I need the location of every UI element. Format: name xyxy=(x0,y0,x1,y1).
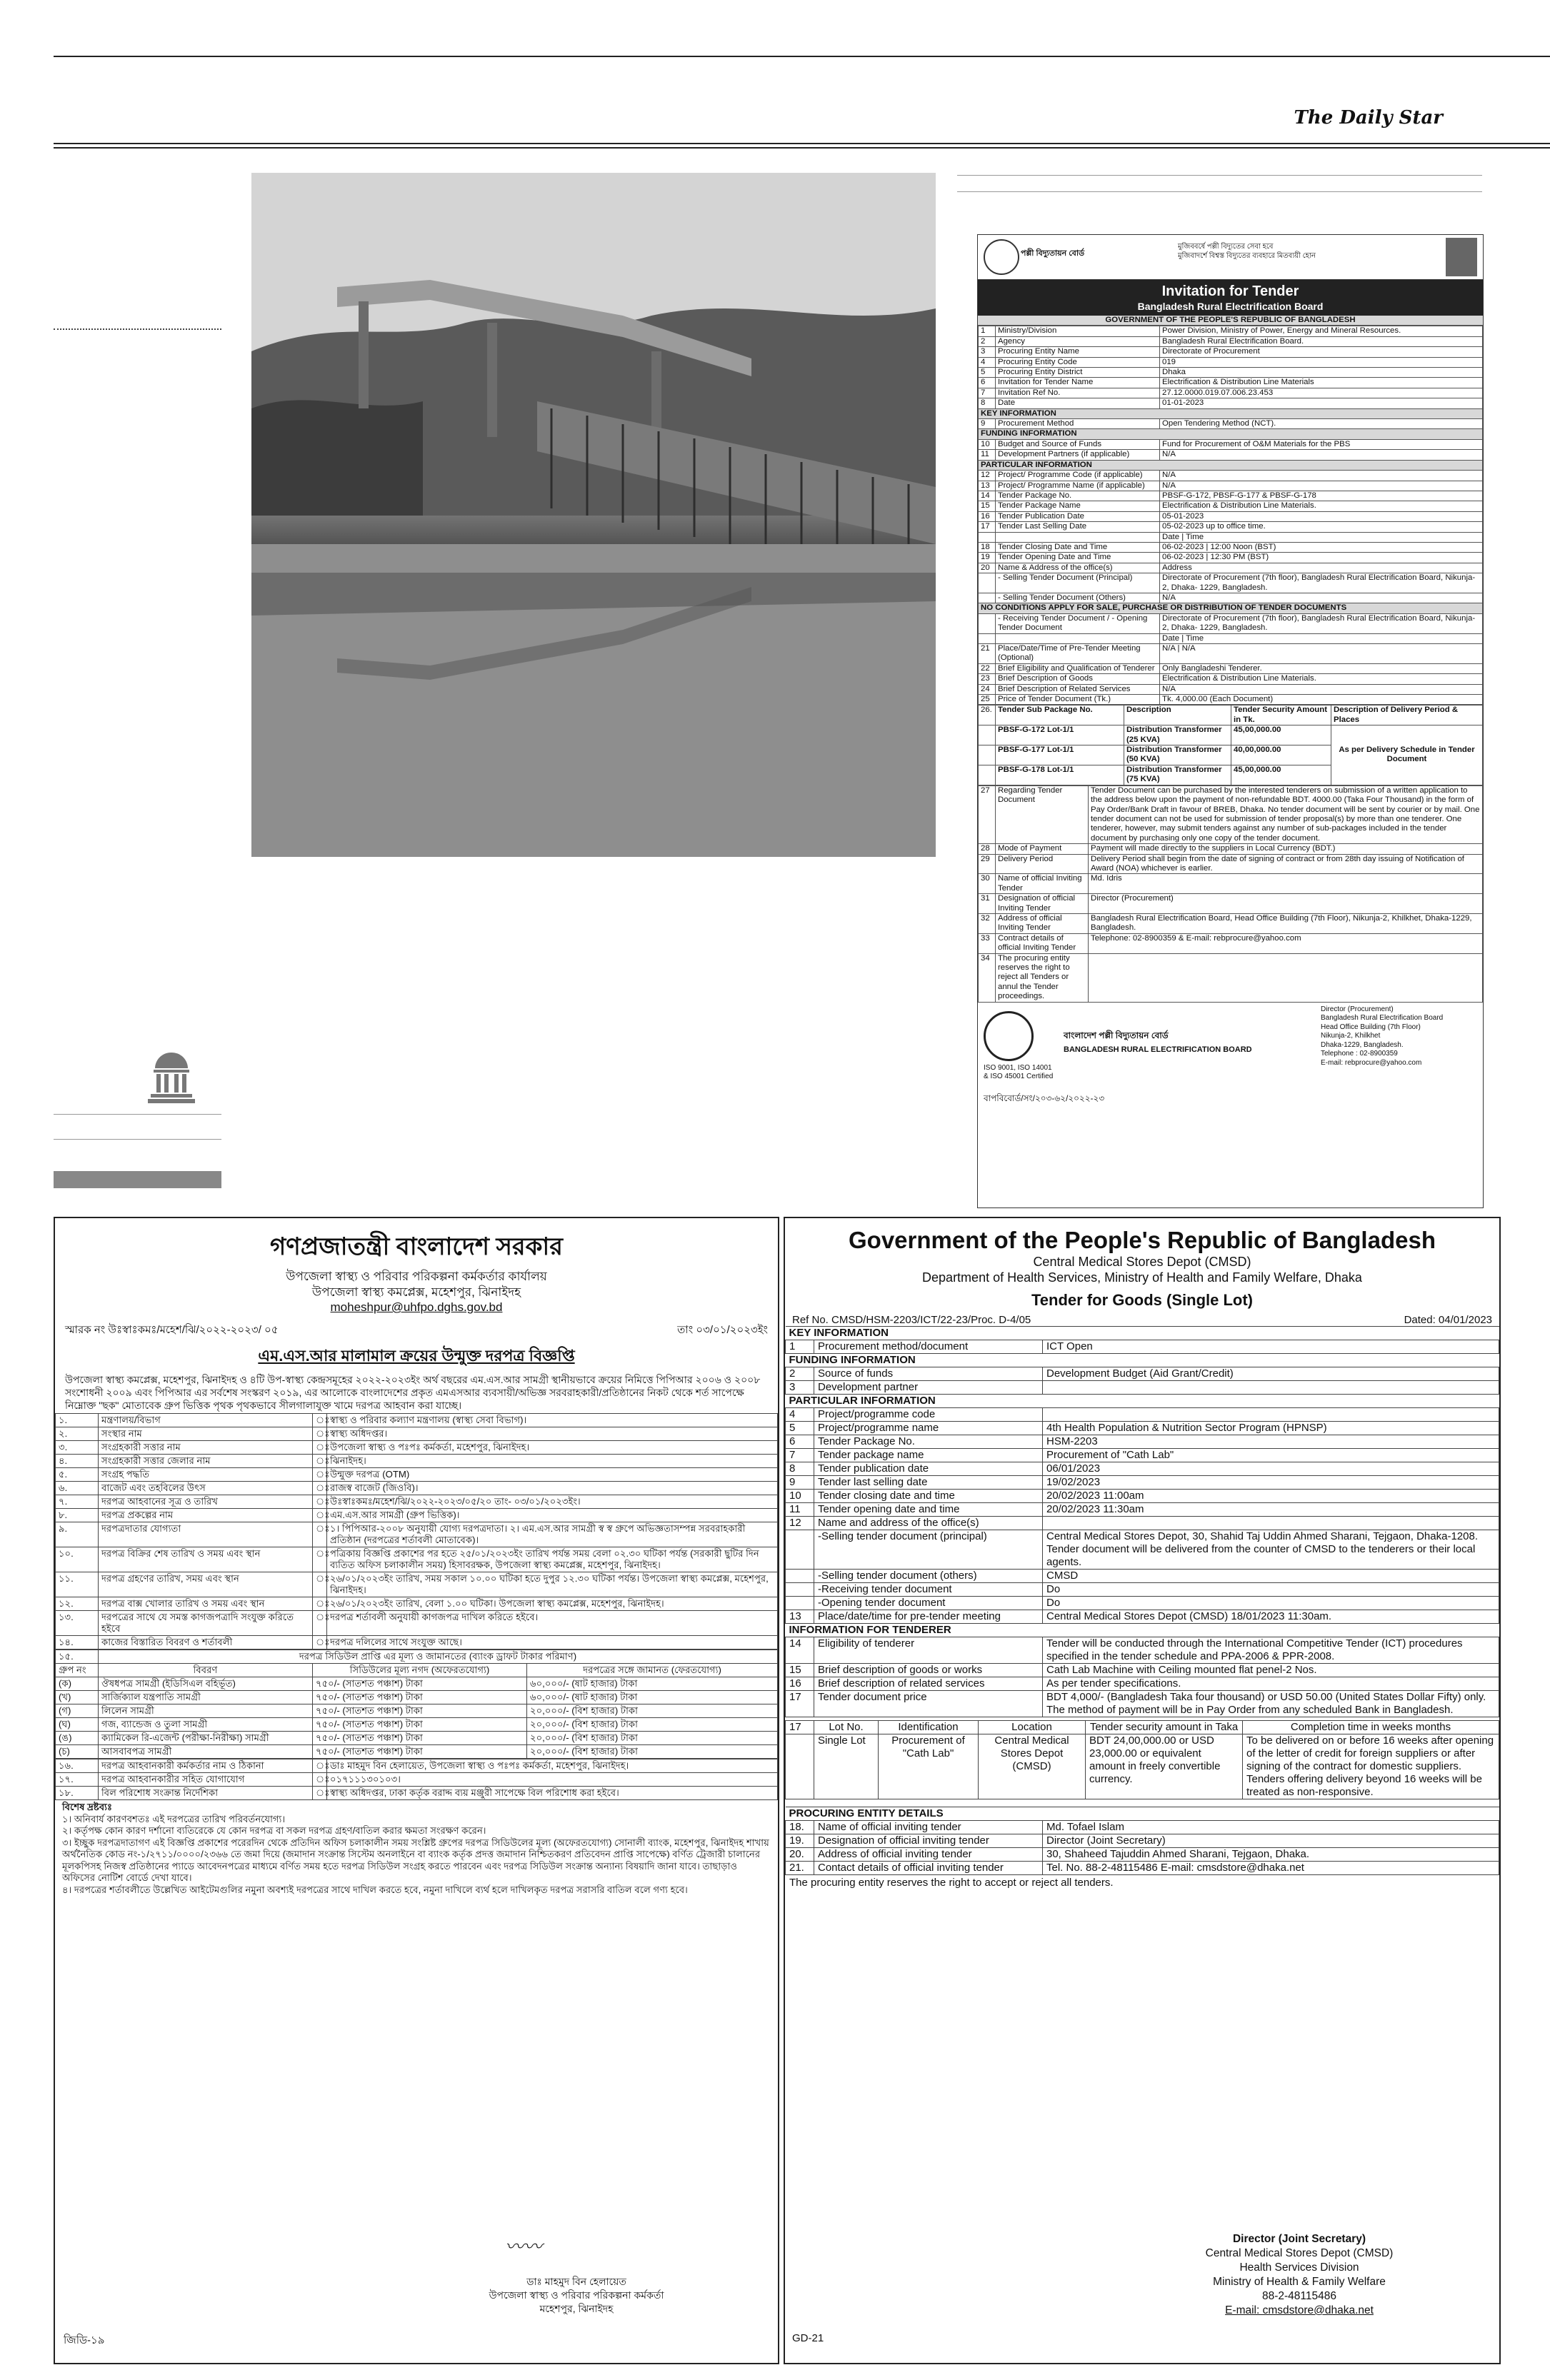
table-row: 9 Tender last selling date 19/02/2023 xyxy=(786,1476,1499,1490)
section-row: PARTICULAR INFORMATION xyxy=(979,460,1483,470)
table-row: 16 Tender Publication Date 05-01-2023 xyxy=(979,511,1483,521)
table-row: 14 Tender Package No. PBSF-G-172, PBSF-G-177 & PBSF-G-178 xyxy=(979,491,1483,501)
breb-signature-block: Director (Procurement) Bangladesh Rural Electrification Board Head Office Building (7th Floor) Nikunja-2, Khilkhet Dhaka-1229, Bangladesh. Telephone : 02-8900359 E-mail: rebprocure@yahoo.com xyxy=(1321,1005,1444,1067)
table-row: 4 Procuring Entity Code 019 xyxy=(979,357,1483,367)
breb-slogan: মুজিববর্ষে পল্লী বিদ্যুতের সেবা হবে মুজিবাদর্শে বিশ্বস্ত বিদ্যুতের ব্যবহারে মিতব্যয়ী হোন xyxy=(1178,243,1316,260)
bn-heading: এম.এস.আর মালামাল ক্রয়ের উন্মুক্ত দরপত্র বিজ্ঞপ্তি xyxy=(258,1347,575,1365)
bn-code: জিডি-১৯ xyxy=(64,2334,105,2346)
table-row: 7 Tender package name Procurement of "Cath Lab" xyxy=(786,1449,1499,1462)
table-row: -Opening tender document Do xyxy=(786,1597,1499,1610)
table-row: - Selling Tender Document (Principal) Directorate of Procurement (7th floor), Bangladesh Rural Electrification Board, Nikunja-2, Dhaka- 1229, Bangladesh. xyxy=(979,573,1483,593)
en-reserve-note: The procuring entity reserves the right to accept or reject all tenders. xyxy=(789,1877,1114,1889)
table-row: -Selling tender document (others) CMSD xyxy=(786,1570,1499,1583)
table-row: Date | Time xyxy=(979,532,1483,542)
en-pe-table: PROCURING ENTITY DETAILS 18. Name of official inviting tender Md. Tofael Islam 19. Designation of official inviting tender Director (Joint Secretary) 20. Address of official inviting tender 30, Shaheed Tajuddin Ahmed Sharani, Tejgaon, Dhaka. 21. Contact details of official inviting tender Tel. No. 88-2-48115486 E-mail: cmsdstore@dhaka.net xyxy=(785,1807,1499,1875)
table-row: 14 Eligibility of tenderer Tender will be conducted through the International Competitive Tender (ICT) procedures specified in the tender schedule and PPA-2006 & PPR-2008. xyxy=(786,1637,1499,1664)
breb-header-band xyxy=(978,235,1483,280)
table-row: Date | Time xyxy=(979,633,1483,643)
header-rule xyxy=(54,143,1550,144)
breb-gov-line: GOVERNMENT OF THE PEOPLE'S REPUBLIC OF BANGLADESH xyxy=(978,316,1483,326)
table-row: 23 Brief Description of Goods Electrification & Distribution Line Materials. xyxy=(979,674,1483,684)
table-row: 18. Name of official inviting tender Md. Tofael Islam xyxy=(786,1821,1499,1834)
table-row: ১৭. দরপত্র আহবানকারীর সহিত যোগাযোগ ঃ ০১৭১১১৩০১০৩। xyxy=(56,1773,778,1787)
bn-intro: উপজেলা স্বাস্থ্য কমপ্লেক্স, মহেশপুর, ঝিনাইদহ ও ৪টি উপ-স্বাস্থ্য কেন্দ্রসমূহের ২০২২-২০২৩ইং অর্থ বছরের এম.এস.আর সামগ্রী স্থানীয়ভাবে ক্রয়ের নিমিত্তে পিপিআর ২০০৬ ও ২০০৮ সংশোধনী ২০০৯ এবং পিপিআর এর সর্বশেষ সংস্করণ ২০১৯, এর আলোকে বাংলাদেশের প্রকৃত এমএসআর ব্যবসায়ী/অভিজ্ঞ সরবরাহকারী/প্রতিষ্ঠানের নিকট থেকে শর্ত সাপেক্ষে নিম্নোক্ত "ছক" মোতাবেক গ্রুপ ভিত্তিক পৃথক পৃথকভাবে সীলগালাযুক্ত খামে দরপত্র আহবান করা যাচ্ছে। xyxy=(65,1374,761,1411)
table-row: PBSF-G-177 Lot-1/1 Distribution Transformer (50 KVA) 40,00,000.00 xyxy=(979,745,1483,765)
divider xyxy=(54,1139,221,1140)
table-row: ১. মন্ত্রণালয়/বিভাগ ঃ স্বাস্থ্য ও পরিবার কল্যাণ মন্ত্রণালয় (স্বাস্থ্য সেবা বিভাগ)। xyxy=(56,1414,778,1427)
table-row: ৭. দরপত্র আহবানের সূত্র ও তারিখ ঃ উঃস্বাঃকমঃ/মহেশ/ঝি/২০২২-২০২৩/০৫/২০ তাং- ০৩/০১/২০২৩ইং। xyxy=(56,1495,778,1509)
signature-icon: 〰〰 xyxy=(505,2236,543,2257)
table-row: ১৩. দরপত্রের সাথে যে সমস্ত কাগজপত্রাদি সংযুক্ত করিতে হইবে ঃ দরপত্র শর্তাবলী অনুযায়ী কাগজপত্র দাখিল করিতে হইবে। xyxy=(56,1611,778,1636)
table-row: 17 Tender document price BDT 4,000/- (Bangladesh Taka four thousand) or USD 50.00 (United States Dollar Fifty) only. The method of payment will be in Pay Order from any scheduled Bank in Bangladesh. xyxy=(786,1691,1499,1717)
bn-info-table-2 xyxy=(55,1759,778,1800)
table-row: -Receiving tender document Do xyxy=(786,1583,1499,1597)
section-row: FUNDING INFORMATION xyxy=(786,1354,1499,1367)
masthead: The Daily Star xyxy=(1294,107,1443,129)
table-row: 6 Tender Package No. HSM-2203 xyxy=(786,1435,1499,1449)
table-row: 9 Procurement Method Open Tendering Method (NCT). xyxy=(979,419,1483,429)
table-row: ১৮. বিল পরিশোধ সংক্রান্ত নির্দেশিকা ঃ স্বাস্থ্য অধিদপ্তর, ঢাকা কর্তৃক বরাদ্দ ব্যয় মঞ্জুরী সাপেক্ষে বিল পরিশোধ করা হইবে। xyxy=(56,1787,778,1800)
header-rule-2 xyxy=(54,147,1550,149)
portrait-image xyxy=(1446,238,1477,276)
table-row: 5 Project/programme name 4th Health Population & Nutrition Sector Program (HPNSP) xyxy=(786,1422,1499,1435)
table-row: 32 Address of official Inviting Tender Bangladesh Rural Electrification Board, Head Office Building (7th Floor), Nikunja-2, Khilkhet, Dhaka-1229, Bangladesh. xyxy=(979,913,1483,933)
table-row: ১৬. দরপত্র আহবানকারী কর্মকর্তার নাম ও ঠিকানা ঃ ডাঃ মাহমুদ বিন হেলায়েত, উপজেলা স্বাস্থ্য ও পঃপঃ কর্মকর্তা, মহেশপুর, ঝিনাইদহ। xyxy=(56,1759,778,1773)
table-row: 1 Procurement method/document ICT Open xyxy=(786,1340,1499,1354)
divider xyxy=(54,1114,221,1115)
table-row: 20 Name & Address of the office(s) Address xyxy=(979,563,1483,573)
table-row: 19. Designation of official inviting tender Director (Joint Secretary) xyxy=(786,1834,1499,1848)
en-sub1: Central Medical Stores Depot (CMSD) xyxy=(1033,1255,1251,1269)
table-row: ৩. সংগ্রহকারী সত্তার নাম ঃ উপজেলা স্বাস্থ্য ও পঃপঃ কর্মকর্তা, মহেশপুর, ঝিনাইদহ। xyxy=(56,1441,778,1455)
bn-notes: বিশেষ দ্রষ্টব্যঃ ১। অনিবার্য কারণবশতঃ এই দরপত্রের তারিখ পরিবর্তনযোগ্য। ২। কর্তৃপক্ষ কোন কারণ দর্শানো ব্যতিরেকে যে কোন দরপত্র বা সকল দরপত্র গ্রহণ/বাতিল করার ক্ষমতা সংরক্ষণ করেন। ৩। ইচ্ছুক দরপত্রদাতাগণ এই বিজ্ঞপ্তি প্রকাশের পরেরদিন থেকে প্রতিদিন অফিস চলাকালীন সময় সংশ্লিষ্ট গ্রুপের দরপত্র সিডিউলের মূল্য (অফেরতযোগ্য) সোনালী ব্যাংক, মহেশপুর, ঝিনাইদহ শাখায় অর্থনৈতিক কোড নং-১/২৭১১/০০০০/২৩৬৬ তে জমা দিয়ে (জমাদান সংক্রান্ত সিস্টেম অনলাইনে বা ব্যাংক কর্তৃক প্রদত্ত জমাদান নিশ্চিতকরণ প্রতিবেদন প্রাপ্তি সাপেক্ষে) বর্ণিত ট্রেজারী চালানের মূলকপিসহ নিজস্ব প্রতিষ্ঠানের প্যাডে আবেদনপত্রের মাধ্যমে বর্ণিত সময় হতে দরপত্র সিডিউল সংগ্রহ করতে পারবেন এবং দরপত্র সিডিউল সংক্রান্ত অন্যান্য বিষয়াদি জানা যাবে। তাছাড়াও অফিসের নোটিশ বোর্ডে দেখা যাবে। ৪। দরপত্রের শর্তাবলীতে উল্লেখিত আইটেমগুলির নমুনা অবশ্যই দরপত্রের সাথে দাখিল করতে হবে, নমুনা দাখিলে ব্যর্থ হলে দাখিলকৃত দরপত্র সরাসরি বাতিল বলে গণ্য হবে। xyxy=(62,1802,769,1895)
breb-seal-icon xyxy=(984,1011,1034,1061)
table-row: (খ) সার্জিক্যাল যন্ত্রপাতি সামগ্রী ৭৫০/- (সাতশত পঞ্চাশ) টাকা ৬০,০০০/- (ষাট হাজার) টাকা xyxy=(56,1691,778,1704)
breb-footer-org-bn: বাংলাদেশ পল্লী বিদ্যুতায়ন বোর্ড xyxy=(1064,1030,1169,1040)
bn-sub2: উপজেলা স্বাস্থ্য কমপ্লেক্স, মহেশপুর, ঝিনাইদহ xyxy=(311,1285,521,1299)
bn-signature-block: ডাঃ মাহমুদ বিন হেলায়েত উপজেলা স্বাস্থ্য ও পরিবার পরিকল্পনা কর্মকর্তা মহেশপুর, ঝিনাইদহ xyxy=(489,2276,664,2314)
table-row: 30 Name of official Inviting Tender Md. Idris xyxy=(979,874,1483,894)
table-row: 12 Name and address of the office(s) xyxy=(786,1517,1499,1530)
table-row: 4 Project/programme code xyxy=(786,1408,1499,1422)
breb-subtitle: Bangladesh Rural Electrification Board xyxy=(1137,301,1324,312)
table-row: ৯. দরপত্রদাতার যোগ্যতা ঃ ১। পিপিআর-২০০৮ অনুযায়ী যোগ্য দরপত্রদাতা। ২। এম.এস.আর সামগ্রী স্ব স্ব গ্রুপে অভিজ্ঞতাসম্পন্ন সরবরাহকারী প্রতিষ্ঠান (দরপত্রের শর্তাবলী মোতাবেক)। xyxy=(56,1522,778,1547)
section-row: KEY INFORMATION xyxy=(786,1327,1499,1340)
table-row: (ক) ঔষধপত্র সামগ্রী (ইডিসিএল বহির্ভূত) ৭৫০/- (সাতশত পঞ্চাশ) টাকা ৬০,০০০/- (ষাট হাজার) টাকা xyxy=(56,1677,778,1691)
table-row: 31 Designation of official Inviting Tender Director (Procurement) xyxy=(979,894,1483,914)
en-signature-block: Director (Joint Secretary) Central Medical Stores Depot (CMSD) Health Services Division Ministry of Health & Family Welfare 88-2-48115486 E-mail: cmsdstore@dhaka.net xyxy=(1205,2233,1394,2316)
breb-title: Invitation for Tender xyxy=(1161,283,1299,299)
bn-info-table xyxy=(55,1413,778,1650)
table-row: - Selling Tender Document (Others) N/A xyxy=(979,593,1483,603)
gray-bar xyxy=(54,1171,221,1188)
breb-logo-icon xyxy=(984,239,1019,275)
breb-footer-org-en: BANGLADESH RURAL ELECTRIFICATION BOARD xyxy=(1064,1045,1252,1054)
table-row: 15 Tender Package Name Electrification & Distribution Line Materials. xyxy=(979,501,1483,511)
table-row: 13 Place/date/time for pre-tender meeting Central Medical Stores Depot (CMSD) 18/01/2023 11:30am. xyxy=(786,1610,1499,1624)
table-row: 17 Tender Last Selling Date 05-02-2023 up to office time. xyxy=(979,522,1483,532)
table-row: ১৪. কাজের বিস্তারিত বিবরণ ও শর্তাবলী ঃ দরপত্র দলিলের সাথে সংযুক্ত আছে। xyxy=(56,1636,778,1650)
section-row: INFORMATION FOR TENDERER xyxy=(786,1624,1499,1637)
table-row: (ঙ) ক্যামিকেল রি-এজেন্ট (পরীক্ষা-নিরীক্ষা) সামগ্রী ৭৫০/- (সাতশত পঞ্চাশ) টাকা ২০,০০০/- (বিশ হাজার) টাকা xyxy=(56,1732,778,1745)
table-row: 24 Brief Description of Related Services N/A xyxy=(979,684,1483,694)
bn-sub1: উপজেলা স্বাস্থ্য ও পরিবার পরিকল্পনা কর্মকর্তার কার্যালয় xyxy=(286,1270,547,1283)
table-row: 21 Place/Date/Time of Pre-Tender Meeting (Optional) N/A | N/A xyxy=(979,644,1483,664)
table-row: (ঘ) গজ, ব্যান্ডেজ ও তুলা সামগ্রী ৭৫০/- (সাতশত পঞ্চাশ) টাকা ২০,০০০/- (বিশ হাজার) টাকা xyxy=(56,1718,778,1732)
section-row: NO CONDITIONS APPLY FOR SALE, PURCHASE OR DISTRIBUTION OF TENDER DOCUMENTS xyxy=(979,603,1483,613)
table-row: 34 The procuring entity reserves the right to reject all Tenders or annul the Tender proceedings. xyxy=(979,953,1483,1002)
table-row: ২. সংস্থার নাম ঃ স্বাস্থ্য অধিদপ্তর। xyxy=(56,1427,778,1441)
table-row: ১২. দরপত্র বাক্স খোলার তারিখ ও সময় এবং স্থান ঃ ২৬/০১/২০২৩ইং তারিখ, বেলা ১.০০ ঘটিকা। উপজেলা স্বাস্থ্য কমপ্লেক্স, মহেশপুর, ঝিনাইদহ। xyxy=(56,1597,778,1611)
table-row: ১১. দরপত্র গ্রহণের তারিখ, সময় এবং স্থান ঃ ২৬/০১/২০২৩ইং তারিখ, সময় সকাল ১০.০০ ঘটিকা হতে দুপুর ১২.৩০ ঘটিকা পর্যন্ত। উপজেলা স্বাস্থ্য কমপ্লেক্স, মহেশপুর, ঝিনাইদহ। xyxy=(56,1572,778,1597)
table-row: 21. Contact details of official inviting tender Tel. No. 88-2-48115486 E-mail: cmsdstore@dhaka.net xyxy=(786,1862,1499,1875)
table-row: 13 Project/ Programme Name (if applicable) N/A xyxy=(979,481,1483,491)
table-row: ৬. বাজেট এবং তহবিলের উৎস ঃ রাজস্ব বাজেট (জিওবি)। xyxy=(56,1482,778,1495)
table-row: 3 Development partner xyxy=(786,1381,1499,1395)
table-row: 5 Procuring Entity District Dhaka xyxy=(979,368,1483,378)
table-row: 33 Contract details of official Inviting Tender Telephone: 02-8900359 & E-mail: rebprocure@yahoo.com xyxy=(979,933,1483,953)
table-row: 11 Development Partners (if applicable) N/A xyxy=(979,450,1483,460)
bangla-tender-notice xyxy=(54,1217,779,2364)
en-code: GD-21 xyxy=(792,2332,824,2344)
table-row: 11 Tender opening date and time 20/02/2023 11:30am xyxy=(786,1503,1499,1517)
table-row: 2 Agency Bangladesh Rural Electrification Board. xyxy=(979,336,1483,346)
breb-footer-code: বাপবিবোর্ড/সং/২০৩-৬২/২০২২-২৩ xyxy=(984,1093,1105,1103)
table-row: ১০. দরপত্র বিক্রির শেষ তারিখ ও সময় এবং স্থান ঃ পত্রিকায় বিজ্ঞপ্তি প্রকাশের পর হতে ২৫/০১/২০২৩ইং তারিখ পর্যন্ত সময় বেলা ০২.৩০ ঘটিকা পর্যন্ত (সরকারী ছুটির দিন ব্যতিত অফিস চলাকালীন সময়) হিসাবরক্ষক, উপজেলা স্বাস্থ্য কমপ্লেক্স, মহেশপুর, ঝিনাইদহ। xyxy=(56,1547,778,1572)
divider xyxy=(957,191,1482,192)
table-row: ৮. দরপত্র প্রকল্পের নাম ঃ এম.এস.আর সামগ্রী (গ্রুপ ভিত্তিক)। xyxy=(56,1509,778,1522)
table-row: 19 Tender Opening Date and Time 06-02-2023 | 12:30 PM (BST) xyxy=(979,553,1483,563)
table-row: 27 Regarding Tender Document Tender Document can be purchased by the interested tenderers on submission of a written application to the address below upon the payment of non-refundable BDT. 4000.00 (Taka Four Thousand) in the form of Pay Order/Bank Draft in favour of BREB, Dhaka. No tender document will be sent by courier or by mail. One tender document can not be used for submission of tender proposal(s) by more than one tenderer. One tenderer, however, may submit tenders against any number of sub-packages included in the tender document by purchasing only one copy of the tender document. xyxy=(979,785,1483,843)
table-row: -Selling tender document (principal) Central Medical Stores Depot, 30, Shahid Taj Uddin Ahmed Sharani, Tejgaon, Dhaka-1208. Tender document will be delivered from the counter of CMSD to the tenderers or their local agents. xyxy=(786,1530,1499,1570)
breb-info-table xyxy=(978,326,1483,705)
table-row: 7 Invitation Ref No. 27.12.0000.019.07.006.23.453 xyxy=(979,388,1483,398)
table-row: (চ) আসবাবপত্র সামগ্রী ৭৫০/- (সাতশত পঞ্চাশ) টাকা ২০,০০০/- (বিশ হাজার) টাকা xyxy=(56,1745,778,1759)
table-row: 29 Delivery Period Delivery Period shall begin from the date of signing of contract or from 28th day issuing of Notification of Award (NOA) whichever is earlier. xyxy=(979,854,1483,874)
breb-title-band xyxy=(978,280,1483,316)
table-row: (গ) লিলেন সামগ্রী ৭৫০/- (সাতশত পঞ্চাশ) টাকা ২০,০০০/- (বিশ হাজার) টাকা xyxy=(56,1704,778,1718)
bn-ref-line: স্মারক নং উঃস্বাঃকমঃ/মহেশ/ঝি/২০২২-২০২৩/ ০৫ তাং ০৩/০১/২০২৩ইং xyxy=(65,1324,768,1336)
breb-logo-text: পল্লী বিদ্যুতায়ন বোর্ড xyxy=(1021,249,1085,258)
en-title: Government of the People's Republic of Bangladesh xyxy=(849,1227,1436,1253)
table-row: 28 Mode of Payment Payment will made directly to the suppliers in Local Currency (BDT.) xyxy=(979,844,1483,854)
table-row: 2 Source of funds Development Budget (Aid Grant/Credit) xyxy=(786,1367,1499,1381)
table-row: 3 Procuring Entity Name Directorate of Procurement xyxy=(979,347,1483,357)
en-sub2: Department of Health Services, Ministry of Health and Family Welfare, Dhaka xyxy=(922,1270,1362,1285)
breb-info-table-2 xyxy=(978,785,1483,1003)
bn-email-link[interactable]: moheshpur@uhfpo.dghs.gov.bd xyxy=(330,1300,503,1314)
breb-lots-table: 26. Tender Sub Package No. Description Tender Security Amount in Tk. Description of Delivery Period & Places PBSF-G-172 Lot-1/1 Distribution Transformer (25 KVA) 45,00,000.00 As per Delivery Schedule in Tender Document PBSF-G-177 Lot-1/1 Distribution Transformer (50 KVA) 40,00,000.00 PBSF-G-178 Lot-1/1 Distribution Transformer (75 KVA) 45,00,000.00 xyxy=(978,705,1483,785)
en-info-table xyxy=(785,1326,1499,1717)
divider xyxy=(957,175,1482,176)
table-row: 6 Invitation for Tender Name Electrification & Distribution Line Materials xyxy=(979,378,1483,388)
table-row: 18 Tender Closing Date and Time 06-02-2023 | 12:00 Noon (BST) xyxy=(979,542,1483,552)
table-row: PBSF-G-172 Lot-1/1 Distribution Transformer (25 KVA) 45,00,000.00 As per Delivery Schedule in Tender Document xyxy=(979,725,1483,745)
table-row: 10 Tender closing date and time 20/02/2023 11:00am xyxy=(786,1490,1499,1503)
table-row: 8 Tender publication date 06/01/2023 xyxy=(786,1462,1499,1476)
building-logo-icon xyxy=(146,1050,196,1107)
table-row: ৪. সংগ্রহকারী সত্তার জেলার নাম ঃ ঝিনাইদহ। xyxy=(56,1455,778,1468)
breb-tender-notice xyxy=(977,234,1484,1208)
table-row: ৫. সংগ্রহ পদ্ধতি ঃ উন্মুক্ত দরপত্র (OTM) xyxy=(56,1468,778,1482)
breb-footer xyxy=(978,1003,1483,1110)
bn-group-table: ১৫. দরপত্র সিডিউল প্রাপ্তি এর মূল্য ও জামানতের (ব্যাংক ড্রাফট টাকার পরিমাণ) গ্রুপ নং বিবরণ সিডিউলের মূল্য নগদ (অফেরতযোগ্য) দরপত্রের সঙ্গে জামানত (ফেরতযোগ্য) (ক) ঔষধপত্র সামগ্রী (ইডিসিএল বহির্ভূত) ৭৫০/- (সাতশত পঞ্চাশ) টাকা ৬০,০০০/- (ষাট হাজার) টাকা (খ) সার্জিক্যাল যন্ত্রপাতি সামগ্রী ৭৫০/- (সাতশত পঞ্চাশ) টাকা ৬০,০০০/- (ষাট হাজার) টাকা (গ) লিলেন সামগ্রী ৭৫০/- (সাতশত পঞ্চাশ) টাকা ২০,০০০/- (বিশ হাজার) টাকা (ঘ) গজ, ব্যান্ডেজ ও তুলা সামগ্রী ৭৫০/- (সাতশত পঞ্চাশ) টাকা ২০,০০০/- (বিশ হাজার) টাকা (ঙ) ক্যামিকেল রি-এজেন্ট (পরীক্ষা-নিরীক্ষা) সামগ্রী ৭৫০/- (সাতশত পঞ্চাশ) টাকা ২০,০০০/- (বিশ হাজার) টাকা (চ) আসবাবপত্র সামগ্রী ৭৫০/- (সাতশত পঞ্চাশ) টাকা ২০,০০০/- (বিশ হাজার) টাকা xyxy=(55,1650,778,1759)
table-row: PBSF-G-178 Lot-1/1 Distribution Transformer (75 KVA) 45,00,000.00 xyxy=(979,765,1483,785)
table-row: Single Lot Procurement of "Cath Lab" Central Medical Stores Depot (CMSD) BDT 24,00,000.00 or USD 23,000.00 or equivalent amount in freely convertible currency. To be delivered on or before 16 weeks after opening of the letter of credit for foreign suppliers or after signing of the contract for domestic suppliers. Tenders offering delivery beyond 16 weeks will be treated as non-responsive. xyxy=(786,1734,1499,1799)
cmsd-tender-notice xyxy=(784,1217,1501,2364)
iso-note: ISO 9001, ISO 14001 & ISO 45001 Certified xyxy=(984,1063,1054,1080)
dotted-divider xyxy=(54,328,221,330)
bridge-photo xyxy=(251,173,936,857)
top-rule xyxy=(54,56,1550,57)
table-row: 22 Brief Eligibility and Qualification of Tenderer Only Bangladeshi Tenderer. xyxy=(979,663,1483,673)
bn-title: গণপ্রজাতন্ত্রী বাংলাদেশ সরকার xyxy=(269,1233,563,1260)
en-ref-line: Ref No. CMSD/HSM-2203/ICT/22-23/Proc. D-4/05 Dated: 04/01/2023 xyxy=(792,1314,1492,1326)
table-row: 25 Price of Tender Document (Tk.) Tk. 4,000.00 (Each Document) xyxy=(979,695,1483,705)
table-row: 10 Budget and Source of Funds Fund for Procurement of O&M Materials for the PBS xyxy=(979,439,1483,449)
table-row: 12 Project/ Programme Code (if applicable) N/A xyxy=(979,471,1483,481)
table-row: 15 Brief description of goods or works Cath Lab Machine with Ceiling mounted flat penel-2 Nos. xyxy=(786,1664,1499,1677)
section-row: PARTICULAR INFORMATION xyxy=(786,1395,1499,1408)
table-row: 1 Ministry/Division Power Division, Ministry of Power, Energy and Mineral Resources. xyxy=(979,326,1483,336)
table-row: 8 Date 01-01-2023 xyxy=(979,398,1483,408)
table-row: 20. Address of official inviting tender 30, Shaheed Tajuddin Ahmed Sharani, Tejgaon, Dhaka. xyxy=(786,1848,1499,1862)
table-row: - Receiving Tender Document / - Opening Tender Document Directorate of Procurement (7th floor), Bangladesh Rural Electrification Board, Nikunja-2, Dhaka- 1229, Bangladesh. xyxy=(979,613,1483,633)
en-tender-type: Tender for Goods (Single Lot) xyxy=(1031,1291,1254,1309)
section-row: FUNDING INFORMATION xyxy=(979,429,1483,439)
table-row: 16 Brief description of related services As per tender specifications. xyxy=(786,1677,1499,1691)
section-row: KEY INFORMATION xyxy=(979,408,1483,418)
en-lot-table: 17 Lot No. Identification Location Tender security amount in Taka Completion time in weeks months Single Lot Procurement of "Cath Lab" Central Medical Stores Depot (CMSD) BDT 24,00,000.00 or USD 23,000.00 or equivalent amount in freely convertible currency. To be delivered on or before 16 weeks after opening of the letter of credit for foreign suppliers or after signing of the contract for domestic suppliers. Tenders offering delivery beyond 16 weeks will be treated as non-responsive. xyxy=(785,1720,1499,1799)
